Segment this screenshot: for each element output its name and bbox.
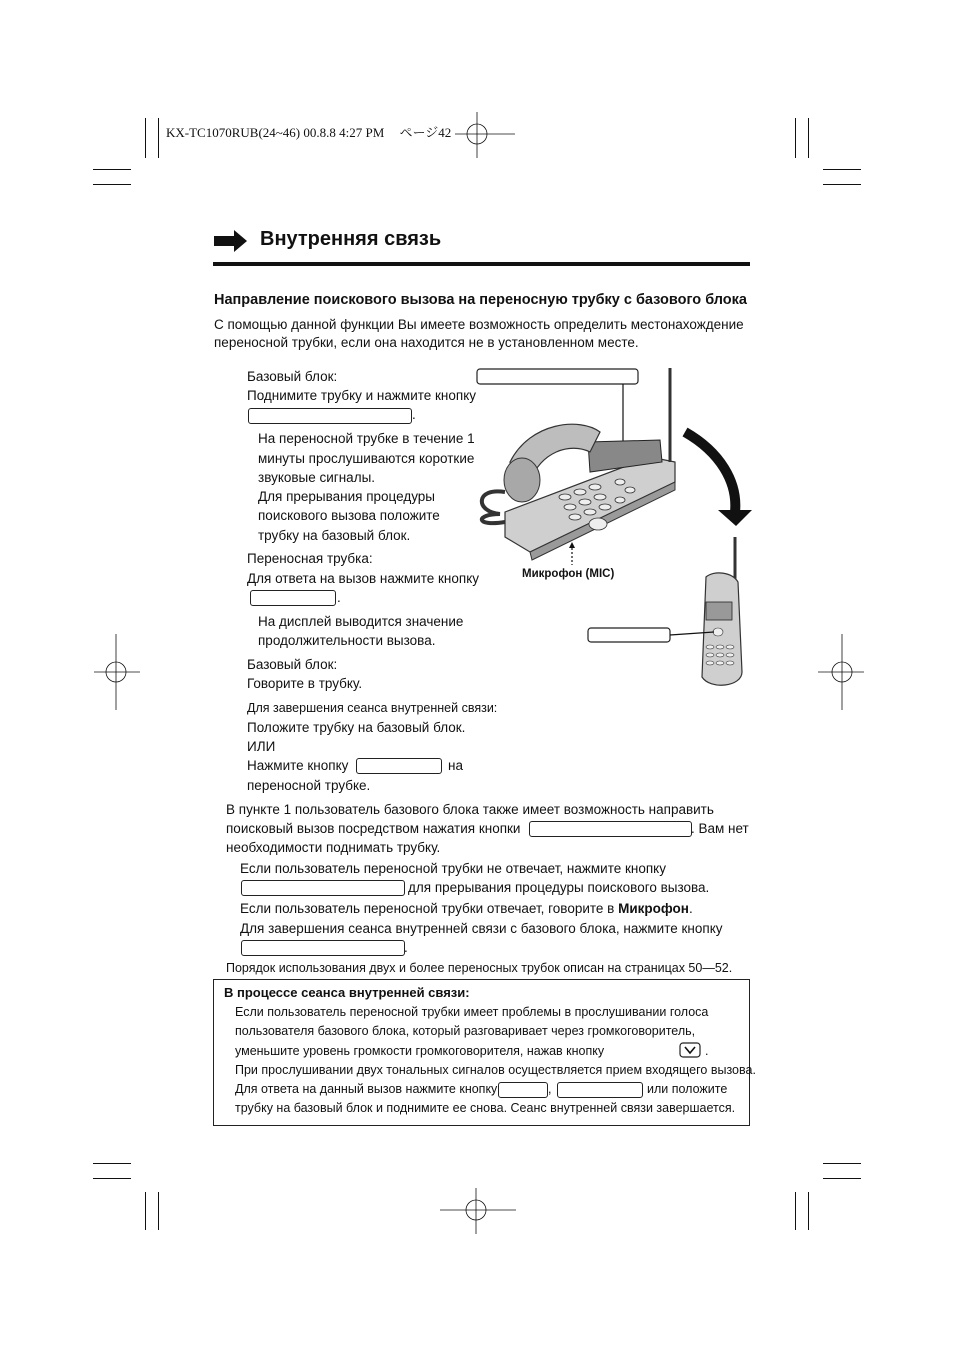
page-label: ページ42: [399, 125, 452, 140]
note4-line1: Для завершения сеанса внутренней связи с базового блока, нажмите кнопку: [240, 921, 723, 936]
print-info: [166, 122, 451, 141]
off-button-symbol: [356, 758, 442, 774]
talk-button-symbol: [250, 590, 336, 606]
step4-or: ИЛИ: [247, 739, 276, 754]
info-line-5: Для ответа на данный вызов нажмите кнопку: [235, 1082, 498, 1096]
note1-line2-end: . Вам нет: [691, 821, 749, 836]
intro-text-1: С помощью данной функции Вы имеете возможность определить местонахождение: [214, 317, 744, 332]
note4-end: .: [404, 940, 408, 955]
note3-bold: Микрофон: [618, 901, 689, 916]
note3-text: Если пользователь переносной трубки отвечает, говорите в: [240, 901, 619, 916]
step2-note-1: На дисплей выводится значение: [258, 614, 464, 629]
info-line-3-end: .: [705, 1044, 709, 1058]
arrow-right-icon: [214, 230, 248, 252]
step4-handset: переносной трубке.: [247, 778, 371, 793]
step1-note-4: Для прерывания процедуры: [258, 489, 436, 504]
info-line-3: уменьшите уровень громкости громкоговорителя, нажав кнопку: [235, 1044, 605, 1058]
intercom-button-symbol: [241, 940, 405, 956]
step2-text: Для ответа на вызов нажмите кнопку: [247, 571, 479, 586]
section-title: Внутренняя связь: [260, 228, 442, 250]
note2-line1: Если пользователь переносной трубки не отвечает, нажмите кнопку: [240, 861, 666, 876]
step1-note-2: минуты прослушиваются короткие: [258, 451, 475, 466]
print-info-text: KX-TC1070RUB(24~46) 00.8.8 4:27 PM: [166, 125, 385, 140]
step1-heading: Базовый блок:: [247, 369, 338, 384]
mic-label: Микрофон (MIC): [522, 568, 615, 580]
section-rule: [213, 262, 750, 266]
step1-text: Поднимите трубку и нажмите кнопку: [247, 388, 477, 403]
step4-on: на: [448, 758, 463, 773]
step4-press: Нажмите кнопку: [247, 758, 349, 773]
step4-heading: Для завершения сеанса внутренней связи:: [247, 701, 498, 715]
talk-callout-box: [588, 628, 670, 642]
intercom-button-symbol: [529, 821, 692, 837]
volume-down-icon: [679, 1042, 701, 1058]
registration-mark-icon: [816, 632, 866, 712]
step3-text: Говорите в трубку.: [247, 676, 363, 691]
note2-line2: для прерывания процедуры поискового вызова.: [408, 880, 710, 895]
info-line-1: Если пользователь переносной трубки имеет проблемы в прослушивании голоса: [235, 1005, 709, 1019]
note3-end: .: [688, 901, 693, 916]
registration-mark-icon: [438, 1186, 518, 1236]
info-line-2: пользователя базового блока, который разговаривает через громкоговоритель,: [235, 1024, 696, 1038]
step2-heading: Переносная трубка:: [247, 551, 373, 566]
step2-end: .: [337, 590, 341, 605]
phone-illustration: [470, 362, 760, 692]
intercom-button-symbol: [241, 880, 405, 896]
intercom-button-symbol: [248, 408, 412, 424]
note5: Порядок использования двух и более переносных трубок описан на страницах 50—52.: [226, 961, 733, 975]
registration-mark-icon: [453, 110, 517, 160]
step1-end: .: [412, 407, 416, 422]
note3-line: [240, 899, 693, 918]
step1-note-1: На переносной трубке в течение 1: [258, 431, 475, 446]
note1-line3: необходимости поднимать трубку.: [226, 840, 441, 855]
step2-note-2: продолжительности вызова.: [258, 633, 436, 648]
info-line-5-comma: ,: [548, 1082, 552, 1096]
step3-heading: Базовый блок:: [247, 657, 338, 672]
info-line-6: трубку на базовый блок и поднимите ее снова. Сеанс внутренней связи завершается.: [235, 1101, 736, 1115]
intercom-callout-box: [477, 369, 638, 384]
step1-note-3: звуковые сигналы.: [258, 470, 376, 485]
note1-line2: поисковый вызов посредством нажатия кнопки: [226, 821, 521, 836]
registration-mark-icon: [92, 632, 142, 712]
step1-note-6: трубку на базовый блок.: [258, 528, 411, 543]
step1-note-5: поискового вызова положите: [258, 508, 440, 523]
step4-text-1: Положите трубку на базовый блок.: [247, 720, 466, 735]
subsection-title: Направление поискового вызова на переносную трубку с базового блока: [214, 292, 747, 308]
talk-button-symbol: [498, 1082, 548, 1098]
note1-line1: В пункте 1 пользователь базового блока также имеет возможность направить: [226, 802, 714, 817]
info-box-title: В процессе сеанса внутренней связи:: [224, 985, 470, 1000]
info-line-4: При прослушивании двух тональных сигналов осуществляется прием входящего вызова.: [235, 1063, 756, 1077]
info-line-5-end: или положите: [647, 1082, 728, 1096]
intro-text-2: переносной трубки, если она находится не в установленном месте.: [214, 335, 639, 350]
speaker-button-symbol: [557, 1082, 643, 1098]
